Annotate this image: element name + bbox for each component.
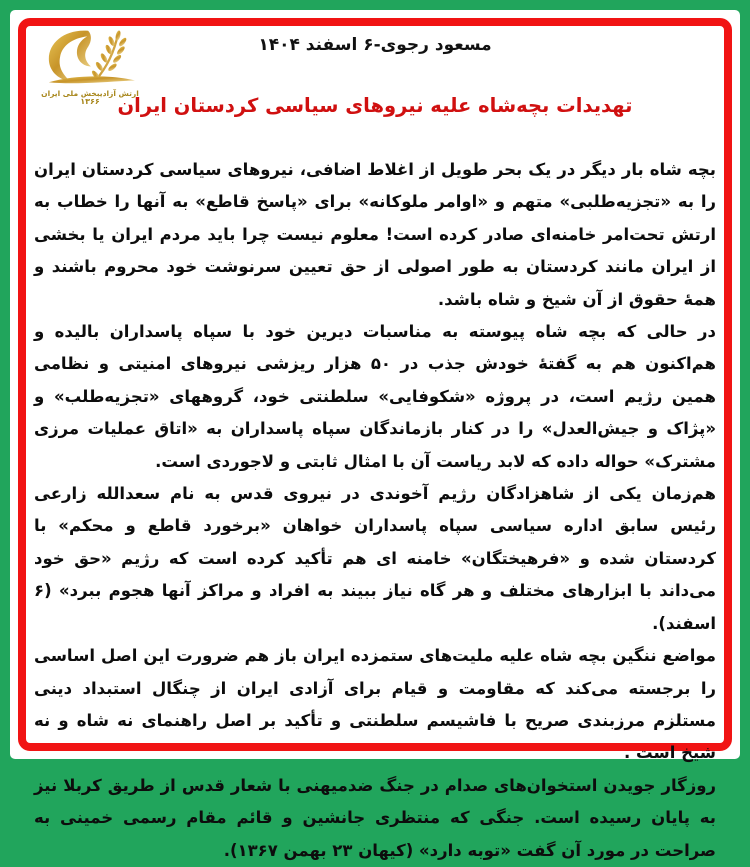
paragraph-5: روزگار جویدن استخوان‌های صدام در جنگ ضدمیهنی با شعار قدس از طریق کربلا نیز به پایان رسیده است. جنگی که منتظری جانشین و قائم مقام رسمی خمینی به صراحت در مورد آن گفت «توبه دارد» (کیهان ۲۳ بهمن ۱۳۶۷).: [34, 770, 716, 867]
page-title: تهدیدات بچه‌شاه علیه نیروهای سیاسی کردستان ایران: [34, 94, 716, 117]
white-mat: [10, 10, 740, 759]
document-body: [34, 154, 716, 867]
byline: مسعود رجوی-۶ اسفند ۱۴۰۴: [34, 26, 716, 55]
paragraph-4: مواضع ننگین بچه شاه علیه ملیت‌های ستمزده ایران باز هم ضرورت این اصل اساسی را برجسته می‌کند که مقاومت و قیام برای آزادی ایران از چنگال استبداد دینی مستلزم مرزبندی صریح با فاشیسم سلطنتی و تأکید بر اصل راهنمای نه شاه و نه شیخ است .: [34, 640, 716, 770]
logo-year: ۱۳۶۶: [34, 98, 146, 107]
logo-caption: ارتش آزادیبخش ملی ایران: [34, 90, 146, 98]
paragraph-2: در حالی که بچه شاه پیوسته به مناسبات دیرین خود با سپاه پاسداران بالیده و هم‌اکنون هم به گفتهٔ خودش جذب در ۵۰ هزار ریزشی نیروهای امنیتی و نظامی همین رژیم است، در پروژه «شکوفایی» سلطنتی خود، گروههای «تجزیه‌طلب» و «پژاک و جیش‌العدل» را در کنار بازماندگان سپاه پاسداران به «اتاق عملیات مرزی مشترک» حواله داده که لابد ریاست آن با امثال ثابتی و لاجوردی است.: [34, 316, 716, 478]
document-frame: [18, 18, 732, 751]
document-header: [34, 26, 716, 154]
emblem-graphic: [37, 28, 143, 86]
paragraph-1: بچه شاه بار دیگر در یک بحر طویل از اغلاط اضافی، نیروهای سیاسی کردستان ایران را به «تجزیه‌طلبی» متهم و «اوامر ملوکانه» برای «پاسخ قاطع» به آنها را خطاب به ارتش تحت‌امر خامنه‌ای صادر کرده است! معلوم نیست چرا باید مردم ایران یا بخشی از ایران مانند کردستان به طور اصولی از حق تعیین سرنوشت خود محروم باشند و همهٔ حقوق از آن شیخ و شاه باشد.: [34, 154, 716, 316]
nla-emblem-logo: [34, 28, 146, 107]
paragraph-3: هم‌زمان یکی از شاهزادگان رژیم آخوندی در نیروی قدس به نام سعدالله زارعی رئیس سابق اداره سیاسی سپاه پاسداران خواهان «برخورد قاطع و محکم» با کردستان شده و «فرهیختگان» خامنه ای هم تأکید کرده است که رژیم «حق خود می‌داند با ابزارهای مختلف و هر گاه نیاز ببیند به افراد و مراکز آنها هجوم ببرد» (۶ اسفند).: [34, 478, 716, 640]
